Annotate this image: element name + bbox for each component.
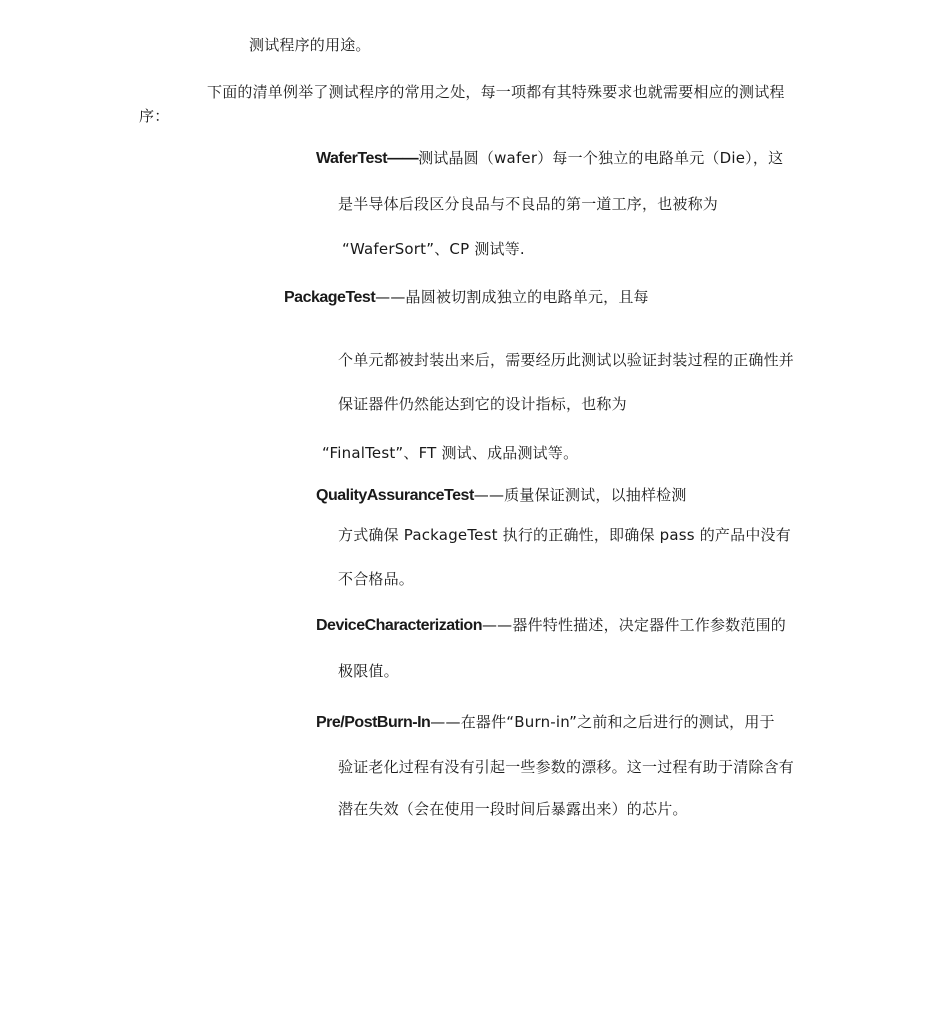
package-test-desc-line2: 个单元都被封装出来后，需要经历此测试以验证封装过程的正确性并 [338, 351, 795, 369]
term-quality-assurance-test: QualityAssuranceTest [316, 487, 474, 504]
wafer-test-desc-line3: “WaferSort”、CP 测试等. [342, 240, 525, 258]
term-package-test: PackageTest [284, 289, 376, 306]
wafer-test-desc-line1: 测试晶圆（wafer）每一个独立的电路单元（Die），这 [418, 149, 784, 167]
list-item-burn-in [316, 712, 775, 733]
list-item-package-test [284, 287, 649, 308]
qa-test-desc-line1: ——质量保证测试，以抽样检测 [473, 486, 687, 504]
package-test-desc-line3: 保证器件仍然能达到它的设计指标，也称为 [338, 395, 627, 413]
device-char-desc-line1: ——器件特性描述，决定器件工作参数范围的 [481, 616, 786, 634]
intro-paragraph-line2: 序： [139, 107, 170, 125]
term-burn-in: Pre/PostBurn-In [316, 714, 431, 731]
term-wafer-test: WaferTest—— [316, 150, 419, 167]
wafer-test-desc-line2: 是半导体后段区分良品与不良品的第一道工序，也被称为 [338, 195, 719, 213]
qa-test-desc-line3: 不合格品。 [338, 570, 415, 588]
term-device-characterization: DeviceCharacterization [316, 617, 482, 634]
package-test-desc-line4: “FinalTest”、FT 测试、成品测试等。 [322, 444, 579, 462]
list-item-wafer-test [316, 148, 783, 169]
intro-heading: 测试程序的用途。 [249, 36, 371, 54]
burn-in-desc-line1: ——在器件“Burn-in”之前和之后进行的测试，用于 [430, 713, 775, 731]
intro-paragraph-line1: 下面的清单例举了测试程序的常用之处，每一项都有其特殊要求也就需要相应的测试程 [207, 83, 785, 101]
list-item-device-characterization [316, 615, 786, 636]
device-char-desc-line2: 极限值。 [338, 662, 399, 680]
list-item-quality-assurance-test [316, 485, 687, 506]
package-test-desc-line1: ——晶圆被切割成独立的电路单元，且每 [375, 288, 649, 306]
burn-in-desc-line3: 潜在失效（会在使用一段时间后暴露出来）的芯片。 [338, 800, 688, 818]
qa-test-desc-line2: 方式确保 PackageTest 执行的正确性，即确保 pass 的产品中没有 [338, 526, 791, 544]
burn-in-desc-line2: 验证老化过程有没有引起一些参数的漂移。这一过程有助于清除含有 [338, 758, 795, 776]
